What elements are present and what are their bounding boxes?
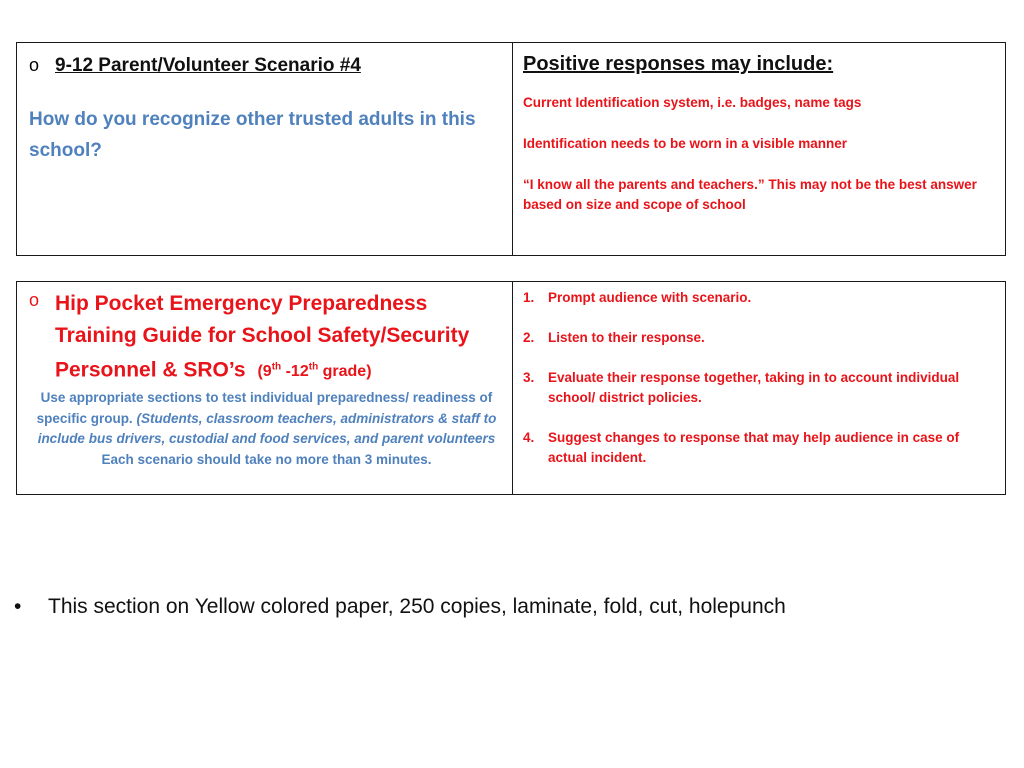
scenario-box	[16, 42, 1006, 256]
grade-prefix: (9	[257, 363, 272, 381]
step-text: Listen to their response.	[548, 330, 705, 345]
scenario-question-cell	[17, 43, 513, 255]
step-number: 4.	[523, 430, 535, 445]
grade-suffix: grade)	[318, 363, 372, 381]
step-number: 1.	[523, 290, 535, 305]
instructions-text: Use appropriate sections to test individual preparedness/ readiness of specific group.	[36, 390, 493, 426]
grade-mid: -12	[281, 363, 309, 381]
step-item	[523, 428, 995, 468]
bullet-icon: •	[14, 595, 22, 618]
scenario-title-row	[29, 55, 512, 77]
footer-text: This section on Yellow colored paper, 250 copies, laminate, fold, cut, holepunch	[48, 595, 786, 618]
step-item	[523, 288, 995, 308]
responses-cell	[513, 43, 1005, 255]
step-text: Prompt audience with scenario.	[548, 290, 752, 305]
step-number: 3.	[523, 370, 535, 385]
responses-heading: Positive responses may include:	[523, 53, 834, 75]
instructions-italic: (Students, classroom teachers, administrators & staff to include bus drivers, custodial and food services, and parent volunteers	[37, 410, 497, 447]
guide-info-cell	[17, 282, 513, 494]
circle-bullet-icon: o	[29, 290, 40, 310]
circle-bullet-icon: o	[29, 55, 40, 75]
response-item: Identification needs to be worn in a visible manner	[523, 136, 848, 151]
step-text: Evaluate their response together, taking in to account individual school/ district policies.	[548, 370, 960, 405]
grade-sup: th	[271, 362, 282, 373]
grade-range	[257, 363, 371, 380]
response-item: Current Identification system, i.e. badges, name tags	[523, 95, 862, 110]
guide-title-row	[29, 288, 504, 388]
footer-note	[14, 595, 786, 619]
scenario-question: How do you recognize other trusted adults in this school?	[29, 109, 476, 161]
time-note: Each scenario should take no more than 3 minutes.	[101, 451, 432, 467]
grade-sup: th	[308, 362, 319, 373]
guide-box	[16, 281, 1006, 495]
step-item	[523, 328, 995, 348]
steps-cell	[513, 282, 1005, 494]
step-item	[523, 368, 995, 408]
steps-list	[523, 288, 995, 468]
guide-instructions	[29, 388, 504, 470]
step-number: 2.	[523, 330, 535, 345]
step-text: Suggest changes to response that may help audience in case of actual incident.	[548, 430, 960, 465]
response-item: “I know all the parents and teachers.” This may not be the best answer based on size and scope of school	[523, 177, 977, 212]
guide-title-block	[55, 288, 500, 388]
guide-title: Hip Pocket Emergency Preparedness Training Guide for School Safety/Security Personnel & SRO’s	[55, 292, 470, 382]
scenario-title: 9-12 Parent/Volunteer Scenario #4	[55, 55, 361, 76]
